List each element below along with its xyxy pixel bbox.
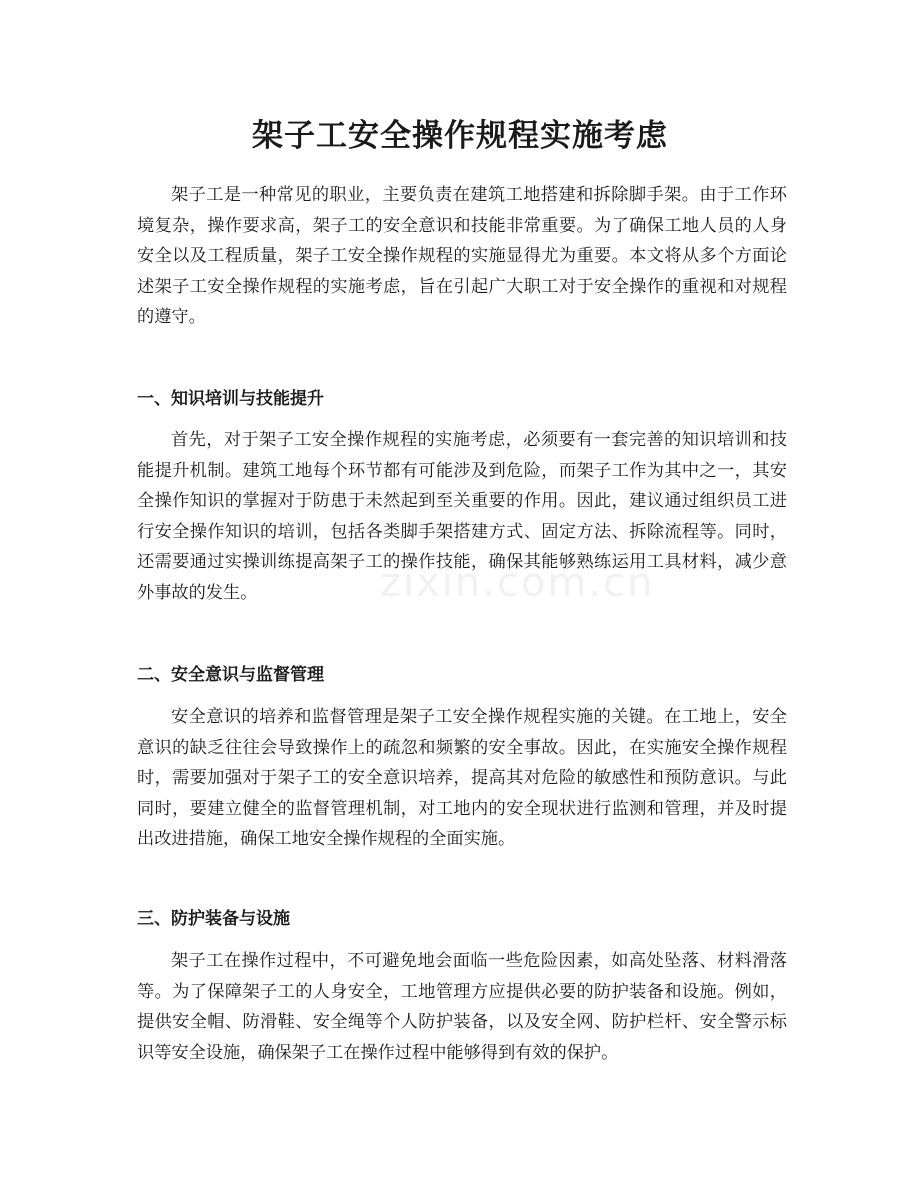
section-heading-3: 三、防护装备与设施 [137,909,290,929]
watermark: zixin.com.cn [380,560,655,606]
section-body-2: 安全意识的培养和监督管理是架子工安全操作规程实施的关键。在工地上，安全意识的缺乏往往会导致操作上的疏忽和频繁的安全事故。因此，在实施安全操作规程时，需要加强对于架子工的安全意识培养，提高其对危险的敏感性和预防意识。与此同时，要建立健全的监督管理机制，对工地内的安全现状进行监测和管理，并及时提出改进措施，确保工地安全操作规程的全面实施。 [137,707,787,850]
intro-paragraph: 架子工是一种常见的职业，主要负责在建筑工地搭建和拆除脚手架。由于工作环境复杂，操作要求高，架子工的安全意识和技能非常重要。为了确保工地人员的人身安全以及工程质量，架子工安全操作规程的实施显得尤为重要。本文将从多个方面论述架子工安全操作规程的实施考虑，旨在引起广大职工对于安全操作的重视和对规程的遵守。 [137,185,787,328]
section-heading-1: 一、知识培训与技能提升 [137,389,324,409]
section-heading-2: 二、安全意识与监督管理 [137,665,324,685]
section-body-1: 首先，对于架子工安全操作规程的实施考虑，必须要有一套完善的知识培训和技能提升机制。建筑工地每个环节都有可能涉及到危险，而架子工作为其中之一，其安全操作知识的掌握对于防患于未然起到至关重要的作用。因此，建议通过组织员工进行安全操作知识的培训，包括各类脚手架搭建方式、固定方法、拆除流程等。同时，还需要通过实操训练提高架子工的操作技能，确保其能够熟练运用工具材料，减少意外事故的发生。 [137,430,787,603]
section-body-3: 架子工在操作过程中，不可避免地会面临一些危险因素，如高处坠落、材料滑落等。为了保障架子工的人身安全，工地管理方应提供必要的防护装备和设施。例如，提供安全帽、防滑鞋、安全绳等个人防护装备，以及安全网、防护栏杆、安全警示标识等安全设施，确保架子工在操作过程中能够得到有效的保护。 [137,951,787,1063]
page-title: 架子工安全操作规程实施考虑 [252,118,668,154]
